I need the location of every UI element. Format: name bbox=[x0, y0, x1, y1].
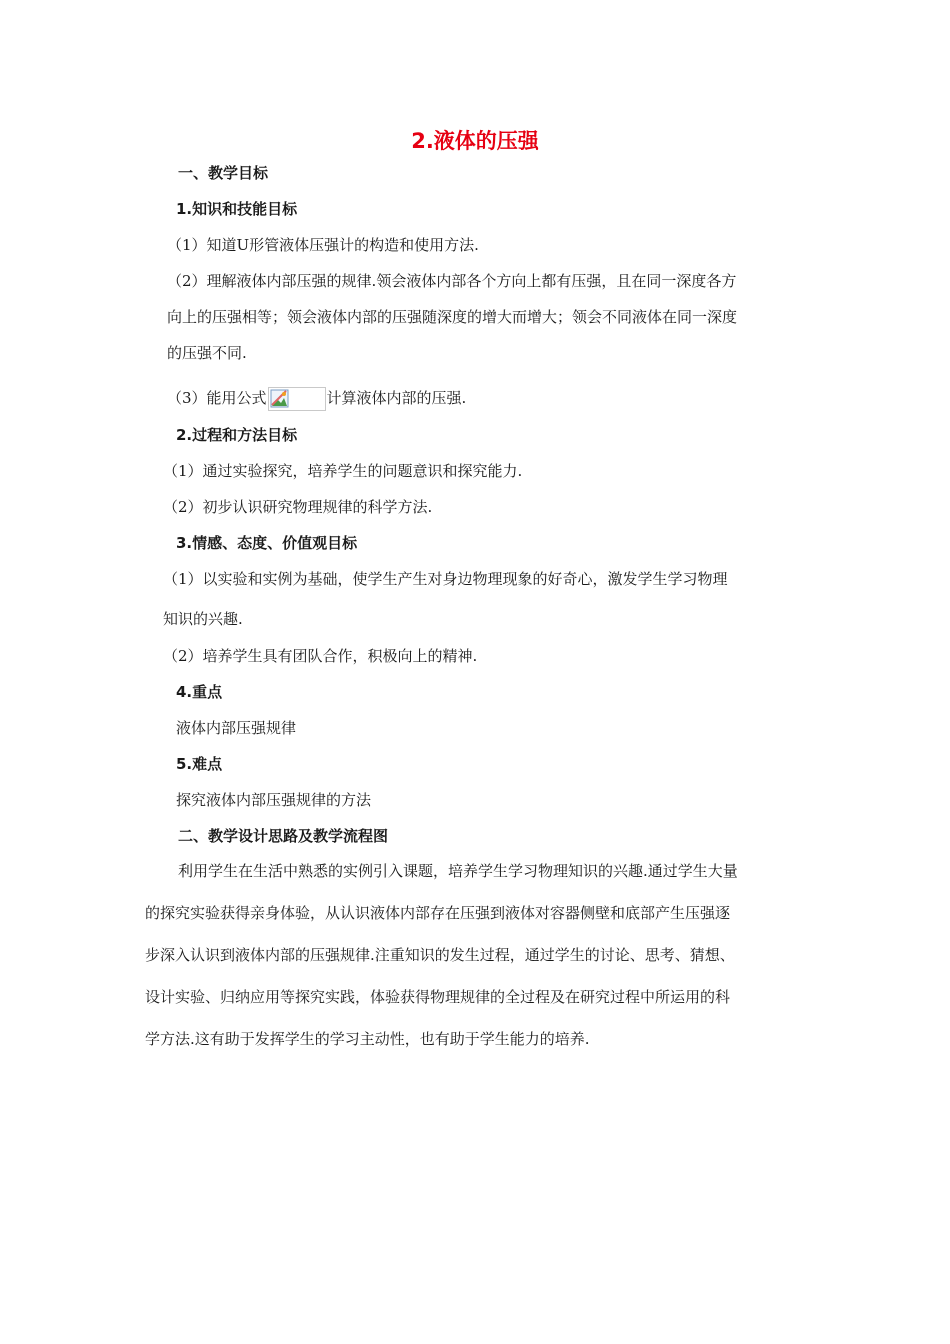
subheading-attitudes-values: 3.情感、态度、价值观目标 bbox=[176, 534, 358, 552]
objective-text: 计算液体内部的压强. bbox=[326, 389, 467, 407]
paragraph-line: 利用学生在生活中熟悉的实例引入课题，培养学生学习物理知识的兴趣.通过学生大量 bbox=[178, 862, 738, 880]
section-heading-design: 二、教学设计思路及教学流程图 bbox=[178, 827, 389, 845]
paragraph-line: 的探究实验获得亲身体验，从认识液体内部存在压强到液体对容器侧壁和底部产生压强逐 bbox=[145, 904, 731, 922]
subheading-difficulties: 5.难点 bbox=[176, 755, 223, 773]
subheading-knowledge-skills: 1.知识和技能目标 bbox=[176, 200, 298, 218]
objective-item-continued: 的压强不同. bbox=[167, 344, 247, 362]
paragraph-line: 步深入认识到液体内部的压强规律.注重知识的发生过程，通过学生的讨论、思考、猜想、 bbox=[145, 946, 735, 964]
section-heading-objectives: 一、教学目标 bbox=[178, 164, 269, 182]
objective-item: （1）以实验和实例为基础，使学生产生对身边物理现象的好奇心，激发学生学习物理 bbox=[163, 570, 728, 588]
key-points-text: 液体内部压强规律 bbox=[176, 719, 297, 737]
paragraph-line: 学方法.这有助于发挥学生的学习主动性，也有助于学生能力的培养. bbox=[145, 1030, 590, 1048]
difficulties-text: 探究液体内部压强规律的方法 bbox=[176, 791, 372, 809]
objective-item: （2）理解液体内部压强的规律.领会液体内部各个方向上都有压强，且在同一深度各方 bbox=[167, 272, 737, 290]
document-title: 2.液体的压强 bbox=[411, 129, 539, 153]
objective-item: （2）培养学生具有团队合作，积极向上的精神. bbox=[163, 647, 478, 665]
formula-image bbox=[268, 387, 326, 411]
objective-item-continued: 知识的兴趣. bbox=[163, 610, 243, 628]
paragraph-line: 设计实验、归纳应用等探究实践，体验获得物理规律的全过程及在研究过程中所运用的科 bbox=[145, 988, 731, 1006]
objective-item: （1）知道U形管液体压强计的构造和使用方法. bbox=[167, 236, 479, 254]
objective-item-continued: 向上的压强相等；领会液体内部的压强随深度的增大而增大；领会不同液体在同一深度 bbox=[167, 308, 738, 326]
objective-item: （2）初步认识研究物理规律的科学方法. bbox=[163, 498, 433, 516]
objective-text: （3）能用公式 bbox=[167, 389, 267, 407]
objective-item-formula bbox=[167, 387, 466, 411]
subheading-process-methods: 2.过程和方法目标 bbox=[176, 426, 298, 444]
subheading-key-points: 4.重点 bbox=[176, 683, 223, 701]
objective-item: （1）通过实验探究，培养学生的问题意识和探究能力. bbox=[163, 462, 523, 480]
